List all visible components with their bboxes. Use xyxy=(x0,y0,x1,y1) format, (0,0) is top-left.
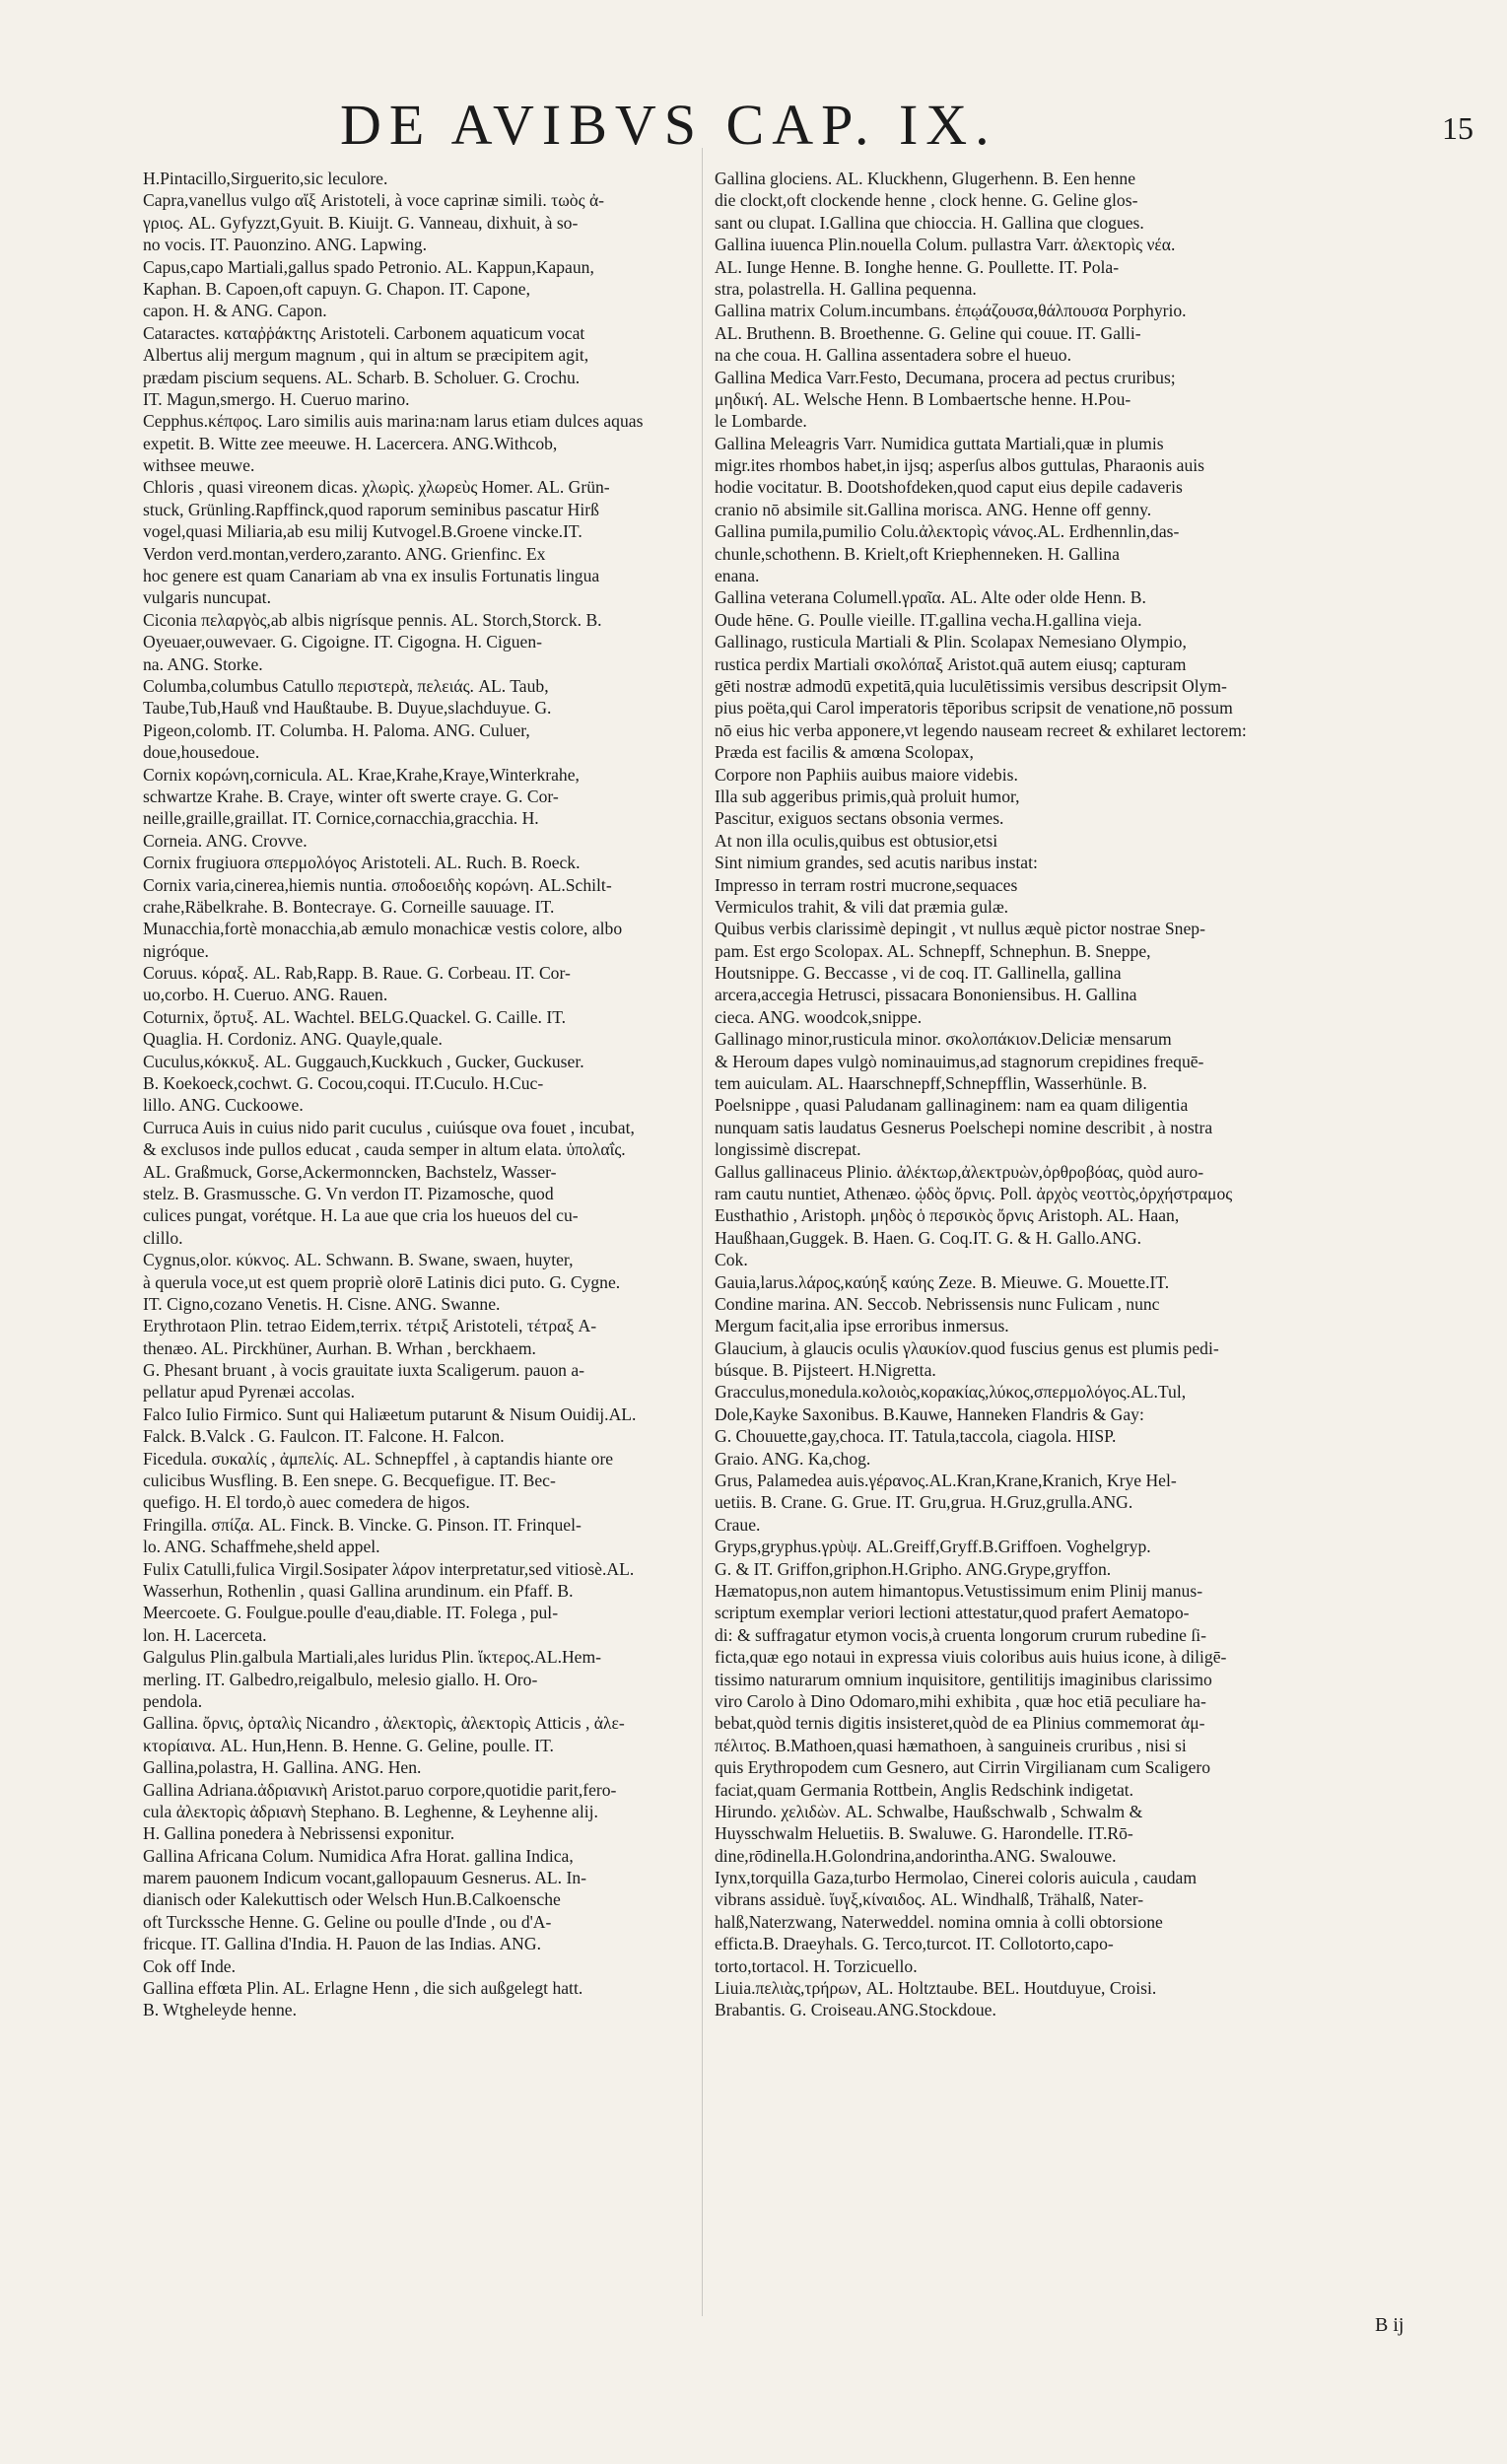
text-line: stuck, Grünling.Rapffinck,quod raporum seminibus pascatur Hirß xyxy=(143,499,599,519)
text-line: lon. H. Lacerceta. xyxy=(143,1624,267,1645)
text-line: κτορίαινα. AL. Hun,Henn. B. Henne. G. Geline, poulle. IT. xyxy=(143,1735,554,1755)
text-line: Kaphan. B. Capoen,oft capuyn. G. Chapon. IT. Capone, xyxy=(143,278,530,299)
text-line: Sint nimium grandes, sed acutis naribus instat: xyxy=(715,853,1038,873)
text-line: chunle,schothenn. B. Krielt,oft Kriephenneken. H. Gallina xyxy=(715,543,1120,564)
text-line: Quibus verbis clarissimè depingit , vt nullus æquè pictor nostrae Snep- xyxy=(715,919,1205,939)
text-line: Cok. xyxy=(715,1250,748,1270)
text-line: faciat,quam Germania Rottbein, Anglis Redschink indigetat. xyxy=(715,1779,1134,1800)
text-line: Fringilla. σπίζα. AL. Finck. B. Vincke. G. Pinson. IT. Frinquel- xyxy=(143,1514,582,1535)
text-line: uo,corbo. H. Cueruo. ANG. Rauen. xyxy=(143,985,388,1005)
text-line: H.Pintacillo,Sirguerito,sic leculore. xyxy=(143,169,388,188)
text-line: Eusthathio , Aristoph. μηδὸς ὁ περσικὸς ὄρνις Aristoph. AL. Haan, xyxy=(715,1205,1180,1226)
text-line: Gauia,larus.λάρος,καύηξ καύης Zeze. B. Mieuwe. G. Mouette.IT. xyxy=(715,1271,1170,1292)
text-line: & Heroum dapes vulgò nominauimus,ad stagnorum crepidines frequē- xyxy=(715,1051,1204,1071)
text-line: ram cautu nuntiet, Athenæo. ᾠδὸς ὄρνις. Poll. ἀρχὸς νεοττὸς,ὀρχήστραμος xyxy=(715,1183,1233,1203)
text-line: Gallina Adriana.ἀδριανικὴ Aristot.paruo corpore,quotidie parit,fero- xyxy=(143,1779,617,1800)
page-number: 15 xyxy=(1442,110,1473,146)
text-line: Albertus alij mergum magnum , qui in altum se præcipitem agit, xyxy=(143,345,589,366)
text-line: Iynx,torquilla Gaza,turbo Hermolao, Cinerei coloris auicula , caudam xyxy=(715,1868,1198,1888)
text-line: búsque. B. Pijsteert. H.Nigretta. xyxy=(715,1360,936,1381)
text-line: Mergum facit,alia ipse erroribus inmersus. xyxy=(715,1316,1009,1336)
text-line: Brabantis. G. Croiseau.ANG.Stockdoue. xyxy=(715,2000,996,2020)
text-line: Coturnix, ὄρτυξ. AL. Wachtel. BELG.Quackel. G. Caille. IT. xyxy=(143,1006,567,1027)
text-line: Falco Iulio Firmico. Sunt qui Haliæetum putarunt & Nisum Ouidij.AL. xyxy=(143,1403,637,1424)
text-line: le Lombarde. xyxy=(715,411,807,432)
text-line: cranio nō absimile sit.Gallina morisca. ANG. Henne off genny. xyxy=(715,499,1152,519)
text-line: na che coua. H. Gallina assentadera sobre el hueuo. xyxy=(715,345,1071,366)
text-line: Columba,columbus Catullo περιστερὰ, πελειάς. AL. Taub, xyxy=(143,675,549,696)
text-line: Gallina pumila,pumilio Colu.ἀλεκτορὶς νάνος.AL. Erdhennlin,das- xyxy=(715,521,1180,542)
text-line: doue,housedoue. xyxy=(143,742,260,763)
text-line: Haußhaan,Guggek. B. Haen. G. Coq.IT. G. & H. Gallo.ANG. xyxy=(715,1227,1142,1248)
text-line: Corpore non Paphiis auibus maiore videbis. xyxy=(715,764,1018,785)
text-line: Coruus. κόραξ. AL. Rab,Rapp. B. Raue. G. Corbeau. IT. Cor- xyxy=(143,963,571,984)
text-line: ficta,quæ ego notaui in expressa viuis coloribus auis huius icone, à diligē- xyxy=(715,1647,1227,1668)
text-line: enana. xyxy=(715,566,760,586)
text-line: IT. Magun,smergo. H. Cueruo marino. xyxy=(143,388,410,409)
text-line: Galgulus Plin.galbula Martiali,ales luridus Plin. ἴκτερος.AL.Hem- xyxy=(143,1647,602,1668)
right-column xyxy=(715,168,1286,2021)
text-line: Cornix κορώνη,cornicula. AL. Krae,Krahe,Kraye,Winterkrahe, xyxy=(143,764,580,785)
text-line: Cok off Inde. xyxy=(143,1955,236,1976)
text-line: Cuculus,κόκκυξ. AL. Guggauch,Kuckkuch , Gucker, Guckuser. xyxy=(143,1051,584,1071)
text-line: tissimo naturarum omnium inquisitore, gentilitijs imaginibus clarissimo xyxy=(715,1669,1212,1689)
text-line: Grus, Palamedea auis.γέρανος.AL.Kran,Krane,Kranich, Krye Hel- xyxy=(715,1471,1177,1491)
text-line: marem pauonem Indicum vocant,gallopauum Gesnerus. AL. In- xyxy=(143,1868,586,1888)
text-line: na. ANG. Storke. xyxy=(143,653,263,674)
text-line: Præda est facilis & amœna Scolopax, xyxy=(715,742,974,763)
text-line: arcera,accegia Hetrusci, pissacara Bononiensibus. H. Gallina xyxy=(715,985,1137,1005)
text-line: Dole,Kayke Saxonibus. B.Kauwe, Hanneken Flandris & Gay: xyxy=(715,1403,1144,1424)
text-line: pellatur apud Pyrenæi accolas. xyxy=(143,1382,355,1403)
text-line: fricque. IT. Gallina d'India. H. Pauon de las Indias. ANG. xyxy=(143,1934,541,1954)
text-line: At non illa oculis,quibus est obtusior,etsi xyxy=(715,830,998,851)
text-line: Wasserhun, Rothenlin , quasi Gallina arundinum. ein Pfaff. B. xyxy=(143,1581,574,1601)
text-line: Pigeon,colomb. IT. Columba. H. Paloma. ANG. Culuer, xyxy=(143,719,530,740)
text-line: quefigo. H. El tordo,ò auec comedera de higos. xyxy=(143,1492,470,1513)
text-line: Gallina veterana Columell.γραῖα. AL. Alte oder olde Henn. B. xyxy=(715,587,1146,608)
text-line: Ciconia πελαργὸς,ab albis nigrísque pennis. AL. Storch,Storck. B. xyxy=(143,609,602,630)
text-line: uetiis. B. Crane. G. Grue. IT. Gru,grua. H.Gruz,grulla.ANG. xyxy=(715,1492,1133,1513)
text-line: oft Turckssche Henne. G. Geline ou poulle d'Inde , ou d'A- xyxy=(143,1911,552,1932)
text-line: gēti nostræ admodū expetitā,quia luculētissimis versibus descripsit Olym- xyxy=(715,675,1227,696)
text-line: bebat,quòd ternis digitis insisteret,quòd de ea Plinius commemorat ἀμ- xyxy=(715,1713,1205,1734)
text-line: Cepphus.κέπφος. Laro similis auis marina:nam larus etiam dulces aquas xyxy=(143,411,644,432)
text-line: rustica perdix Martiali σκολόπαξ Aristot.quā autem eiusq; capturam xyxy=(715,653,1187,674)
text-line: Fulix Catulli,fulica Virgil.Sosipater λάρον interpretatur,sed vitiosè.AL. xyxy=(143,1558,635,1579)
text-line: Liuia.πελιὰς,τρήρων, AL. Holtztaube. BEL. Houtduyue, Croisi. xyxy=(715,1978,1157,1999)
text-line: Oude hēne. G. Poulle vieille. IT.gallina vecha.H.gallina vieja. xyxy=(715,609,1142,630)
text-line: AL. Graßmuck, Gorse,Ackermonncken, Bachstelz, Wasser- xyxy=(143,1161,557,1182)
text-line: Oyeuaer,ouwevaer. G. Cigoigne. IT. Cigogna. H. Ciguen- xyxy=(143,632,542,652)
text-line: vulgaris nuncupat. xyxy=(143,587,271,608)
text-line: Gallus gallinaceus Plinio. ἀλέκτωρ,ἀλεκτρυὼν,ὀρθροβόας, quòd auro- xyxy=(715,1161,1204,1182)
text-line: G. & IT. Griffon,griphon.H.Gripho. ANG.Grype,gryffon. xyxy=(715,1558,1112,1579)
text-line: cieca. ANG. woodcok,snippe. xyxy=(715,1006,923,1027)
text-line: Ficedula. συκαλίς , ἀμπελίς. AL. Schnepffel , à captandis hiante ore xyxy=(143,1448,614,1469)
text-line: tem auiculam. AL. Haarschnepff,Schnepfflin, Wasserhünle. B. xyxy=(715,1073,1147,1094)
text-line: dianisch oder Kalekuttisch oder Welsch Hun.B.Calkoensche xyxy=(143,1889,561,1910)
text-line: thenæo. AL. Pirckhüner, Aurhan. B. Wrhan , berckhaem. xyxy=(143,1337,536,1358)
text-line: Gallinago, rusticula Martiali & Plin. Scolapax Nemesiano Olympio, xyxy=(715,632,1187,652)
text-line: pendola. xyxy=(143,1690,203,1711)
text-line: expetit. B. Witte zee meeuwe. H. Lacercera. ANG.Withcob, xyxy=(143,433,558,453)
text-line: Cornix varia,cinerea,hiemis nuntia. σποδοειδὴς κορώνη. AL.Schilt- xyxy=(143,874,612,895)
text-line: Gallina iuuenca Plin.nouella Colum. pullastra Varr. ἀλεκτορὶς νέα. xyxy=(715,235,1176,255)
text-line: Hæmatopus,non autem himantopus.Vetustissimum enim Plinij manus- xyxy=(715,1581,1203,1601)
text-line: pam. Est ergo Scolopax. AL. Schnepff, Schnephun. B. Sneppe, xyxy=(715,940,1151,961)
text-line: G. Phesant bruant , à vocis grauitate iuxta Scaligerum. pauon a- xyxy=(143,1360,585,1381)
text-line: longissimè discrepat. xyxy=(715,1139,861,1160)
text-line: Hirundo. χελιδὼν. AL. Schwalbe, Haußschwalb , Schwalm & xyxy=(715,1801,1143,1821)
text-line: hoc genere est quam Canariam ab vna ex insulis Fortunatis lingua xyxy=(143,566,600,586)
text-line: nunquam satis laudatus Gesnerus Poelschepi nomine describit , à nostra xyxy=(715,1117,1213,1137)
text-line: sant ou clupat. I.Gallina que chioccia. H. Gallina que clogues. xyxy=(715,212,1144,233)
page-title: DE AVIBVS CAP. IX. xyxy=(340,93,997,157)
text-line: Gallina glociens. AL. Kluckhenn, Glugerhenn. B. Een henne xyxy=(715,169,1136,188)
text-line: Gallina effœta Plin. AL. Erlagne Henn , die sich außgelegt hatt. xyxy=(143,1978,583,1999)
text-line: Condine marina. AN. Seccob. Nebrissensis nunc Fulicam , nunc xyxy=(715,1293,1160,1314)
text-line: μηδική. AL. Welsche Henn. B Lombaertsche henne. H.Pou- xyxy=(715,388,1131,409)
text-line: die clockt,oft clockende henne , clock henne. G. Geline glos- xyxy=(715,190,1138,211)
text-line: Corneia. ANG. Crovve. xyxy=(143,830,308,851)
text-line: Graio. ANG. Ka,chog. xyxy=(715,1448,871,1469)
text-line: Quaglia. H. Cordoniz. ANG. Quayle,quale. xyxy=(143,1029,443,1050)
text-line: Cataractes. καταῤῥάκτης Aristoteli. Carbonem aquaticum vocat xyxy=(143,322,585,343)
text-line: Glaucium, à glaucis oculis γλαυκίον.quod fuscius genus est plumis pedi- xyxy=(715,1337,1219,1358)
text-line: di: & suffragatur etymon vocis,à cruenta longorum crurum rubedine ſi- xyxy=(715,1624,1206,1645)
text-line: schwartze Krahe. B. Craye, winter oft swerte craye. G. Cor- xyxy=(143,786,559,806)
text-line: nigróque. xyxy=(143,940,209,961)
text-line: γριος. AL. Gyfyzzt,Gyuit. B. Kiuijt. G. Vanneau, dixhuit, à so- xyxy=(143,212,579,233)
left-column xyxy=(143,168,715,2021)
text-line: migr.ites rhombos habet,in ijsq; asperſus albos guttulas, Pharaonis auis xyxy=(715,455,1204,476)
text-line: Houtsnippe. G. Beccasse , vi de coq. IT. Gallinella, gallina xyxy=(715,963,1122,984)
text-line: Cornix frugiuora σπερμολόγος Aristoteli. AL. Ruch. B. Roeck. xyxy=(143,853,581,873)
text-line: & exclusos inde pullos educat , cauda semper in altum elata. ὑπολαΐς. xyxy=(143,1139,626,1160)
text-line: vibrans assiduè. ἴυγξ,κίναιδος. AL. Windhalß, Trähalß, Nater- xyxy=(715,1889,1144,1910)
text-line: Poelsnippe , quasi Paludanam gallinaginem: nam ea quam diligentia xyxy=(715,1095,1189,1116)
text-line: IT. Cigno,cozano Venetis. H. Cisne. ANG. Swanne. xyxy=(143,1293,501,1314)
text-line: AL. Bruthenn. B. Broethenne. G. Geline qui couue. IT. Galli- xyxy=(715,322,1141,343)
text-line: nō eius hic verba apponere,vt legendo nauseam recreet & exhilaret lectorem: xyxy=(715,719,1247,740)
text-line: Illa sub aggeribus primis,quà proluit humor, xyxy=(715,786,1020,806)
text-line: efficta.B. Draeyhals. G. Terco,turcot. IT. Collotorto,capo- xyxy=(715,1934,1114,1954)
text-line: viro Carolo à Dino Odomaro,mihi exhibita , quæ hoc etiā peculiare ha- xyxy=(715,1690,1206,1711)
text-line: culices pungat, vorétque. H. La aue que cria los hueuos del cu- xyxy=(143,1205,579,1226)
text-line: pius poëta,qui Carol imperatoris tēporibus scripsit de venatione,nō possum xyxy=(715,698,1233,719)
text-line: Taube,Tub,Hauß vnd Haußtaube. B. Duyue,slachduyue. G. xyxy=(143,698,552,719)
text-line: Capra,vanellus vulgo αἴξ Aristoteli, à voce caprinæ simili. τωὸς ἀ- xyxy=(143,190,605,211)
text-line: Gracculus,monedula.κολοιὸς,κορακίας,λύκος,σπερμολόγος.AL.Tul, xyxy=(715,1382,1187,1403)
text-line: Pascitur, exiguos sectans obsonia vermes. xyxy=(715,808,1004,829)
text-line: Gallina,polastra, H. Gallina. ANG. Hen. xyxy=(143,1757,422,1778)
text-line: merling. IT. Galbedro,reigalbulo, melesio giallo. H. Oro- xyxy=(143,1669,538,1689)
text-line: lillo. ANG. Cuckoowe. xyxy=(143,1095,304,1116)
text-line: Vermiculos trahit, & vili dat præmia gulæ. xyxy=(715,896,1009,917)
text-line: culicibus Wusfling. B. Een snepe. G. Becquefigue. IT. Bec- xyxy=(143,1471,556,1491)
text-line: stra, polastrella. H. Gallina pequenna. xyxy=(715,278,977,299)
running-header xyxy=(0,91,1507,160)
text-line: stelz. B. Grasmussche. G. Vn verdon IT. Pizamosche, quod xyxy=(143,1183,554,1203)
text-line: hodie vocitatur. B. Dootshofdeken,quod caput eius depile cadaveris xyxy=(715,477,1183,498)
text-line: Gallina matrix Colum.incumbans. ἐπῳάζουσα,θάλπουσα Porphyrio. xyxy=(715,301,1187,321)
text-line: G. Chouuette,gay,choca. IT. Tatula,taccola, ciagola. HISP. xyxy=(715,1426,1117,1447)
text-line: prædam piscium sequens. AL. Scharb. B. Scholuer. G. Crochu. xyxy=(143,367,581,387)
text-line: B. Koekoeck,cochwt. G. Cocou,coqui. IT.Cuculo. H.Cuc- xyxy=(143,1073,544,1094)
text-line: à querula voce,ut est quem propriè olorē Latinis dici puto. G. Cygne. xyxy=(143,1271,621,1292)
text-line: halß,Naterzwang, Naterweddel. nomina omnia à colli obtorsione xyxy=(715,1911,1163,1932)
text-line: Gallinago minor,rusticula minor. σκολοπάκιον.Deliciæ mensarum xyxy=(715,1029,1172,1050)
text-line: torto,tortacol. H. Torzicuello. xyxy=(715,1955,918,1976)
text-line: Gallina Medica Varr.Festo, Decumana, procera ad pectus cruribus; xyxy=(715,367,1176,387)
text-line: AL. Iunge Henne. B. Ionghe henne. G. Poullette. IT. Pola- xyxy=(715,256,1120,277)
text-line: Erythrotaon Plin. tetrao Eidem,terrix. τέτριξ Aristoteli, τέτραξ A- xyxy=(143,1316,597,1336)
text-line: Munacchia,fortè monacchia,ab æmulo monachicæ vestis colore, albo xyxy=(143,919,623,939)
text-line: dine,rōdinella.H.Golondrina,andorintha.ANG. Swalouwe. xyxy=(715,1845,1117,1866)
text-line: Gallina. ὄρνις, ὀρταλὶς Nicandro , ἀλεκτορὶς, ἀλεκτορὶς Atticis , ἀλε- xyxy=(143,1713,625,1734)
text-line: Cygnus,olor. κύκνος. AL. Schwann. B. Swane, swaen, huyter, xyxy=(143,1250,574,1270)
text-line: cula ἀλεκτορὶς ἀδριανὴ Stephano. B. Leghenne, & Leyhenne alij. xyxy=(143,1801,598,1821)
text-line: Meercoete. G. Foulgue.poulle d'eau,diable. IT. Folega , pul- xyxy=(143,1603,559,1623)
text-line: Chloris , quasi vireonem dicas. χλωρὶς. χλωρεὺς Homer. AL. Grün- xyxy=(143,477,610,498)
text-line: no vocis. IT. Pauonzino. ANG. Lapwing. xyxy=(143,235,427,255)
text-line: Craue. xyxy=(715,1514,761,1535)
text-line: Falck. B.Valck . G. Faulcon. IT. Falcone. H. Falcon. xyxy=(143,1426,505,1447)
signature-mark: B ij xyxy=(1375,2314,1404,2336)
text-line: Verdon verd.montan,verdero,zaranto. ANG. Grienfinc. Ex xyxy=(143,543,546,564)
text-line: πέλιτος. B.Mathoen,quasi hæmathoen, à sanguineis cruribus , nisi si xyxy=(715,1735,1187,1755)
text-line: scriptum exemplar veriori lectioni attestatur,quod prafert Aematopo- xyxy=(715,1603,1190,1623)
text-line: capon. H. & ANG. Capon. xyxy=(143,301,327,321)
text-line: vogel,quasi Miliaria,ab esu milij Kutvogel.B.Groene vincke.IT. xyxy=(143,521,582,542)
text-line: lo. ANG. Schaffmehe,sheld appel. xyxy=(143,1537,380,1557)
text-line: neille,graille,graillat. IT. Cornice,cornacchia,gracchia. H. xyxy=(143,808,539,829)
text-line: Huysschwalm Heluetiis. B. Swaluwe. G. Harondelle. IT.Rō- xyxy=(715,1823,1133,1844)
text-line: Curruca Auis in cuius nido parit cuculus , cuiúsque ova fouet , incubat, xyxy=(143,1117,635,1137)
text-line: quis Erythropodem cum Gesnero, aut Cirrin Virgilianam cum Scaligero xyxy=(715,1757,1211,1778)
text-line: Impresso in terram rostri mucrone,sequaces xyxy=(715,874,1018,895)
text-line: Gallina Africana Colum. Numidica Afra Horat. gallina Indica, xyxy=(143,1845,574,1866)
text-line: H. Gallina ponedera à Nebrissensi exponitur. xyxy=(143,1823,455,1844)
text-line: withsee meuwe. xyxy=(143,455,255,476)
text-line: Gryps,gryphus.γρὺψ. AL.Greiff,Gryff.B.Griffoen. Voghelgryp. xyxy=(715,1537,1151,1557)
text-line: Capus,capo Martiali,gallus spado Petronio. AL. Kappun,Kapaun, xyxy=(143,256,594,277)
text-line: B. Wtgheleyde henne. xyxy=(143,2000,298,2020)
text-line: clillo. xyxy=(143,1227,183,1248)
text-line: crahe,Räbelkrahe. B. Bontecraye. G. Corneille sauuage. IT. xyxy=(143,896,555,917)
text-line: Gallina Meleagris Varr. Numidica guttata Martiali,quæ in plumis xyxy=(715,433,1164,453)
